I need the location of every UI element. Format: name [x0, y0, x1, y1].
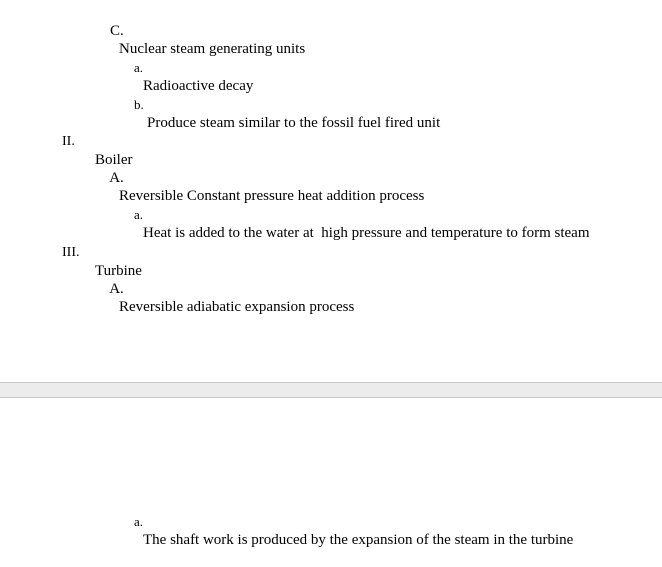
item-label: a.: [134, 514, 144, 529]
item-text: Nuclear steam generating units: [119, 41, 306, 57]
section-numeral: II.: [62, 134, 75, 149]
outline-section-3-a-a: [119, 495, 574, 567]
item-label: C.: [110, 23, 124, 39]
item-text: Reversible adiabatic expansion process: [119, 299, 355, 315]
outline-section-2: [47, 114, 133, 187]
section-numeral: III.: [62, 245, 80, 260]
item-text: Produce steam similar to the fossil fuel fired unit: [147, 115, 441, 131]
item-label: A.: [109, 281, 124, 297]
page-break-gap: [0, 382, 662, 398]
item-text: Radioactive decay: [143, 78, 254, 94]
section-title: Turbine: [95, 263, 142, 279]
document-page-2: [0, 398, 662, 548]
item-label: a.: [134, 207, 144, 222]
item-text: Reversible Constant pressure heat addition process: [119, 188, 425, 204]
item-label: A.: [109, 170, 124, 186]
item-text: Heat is added to the water at high pressure and temperature to form steam: [143, 225, 590, 241]
item-label: a.: [134, 60, 144, 75]
outline-section-3: [47, 225, 142, 298]
item-label: b.: [134, 97, 144, 112]
item-text: The shaft work is produced by the expansion of the steam in the turbine: [143, 532, 574, 548]
outline-section-3-a: [95, 262, 355, 334]
section-title: Boiler: [95, 152, 133, 168]
